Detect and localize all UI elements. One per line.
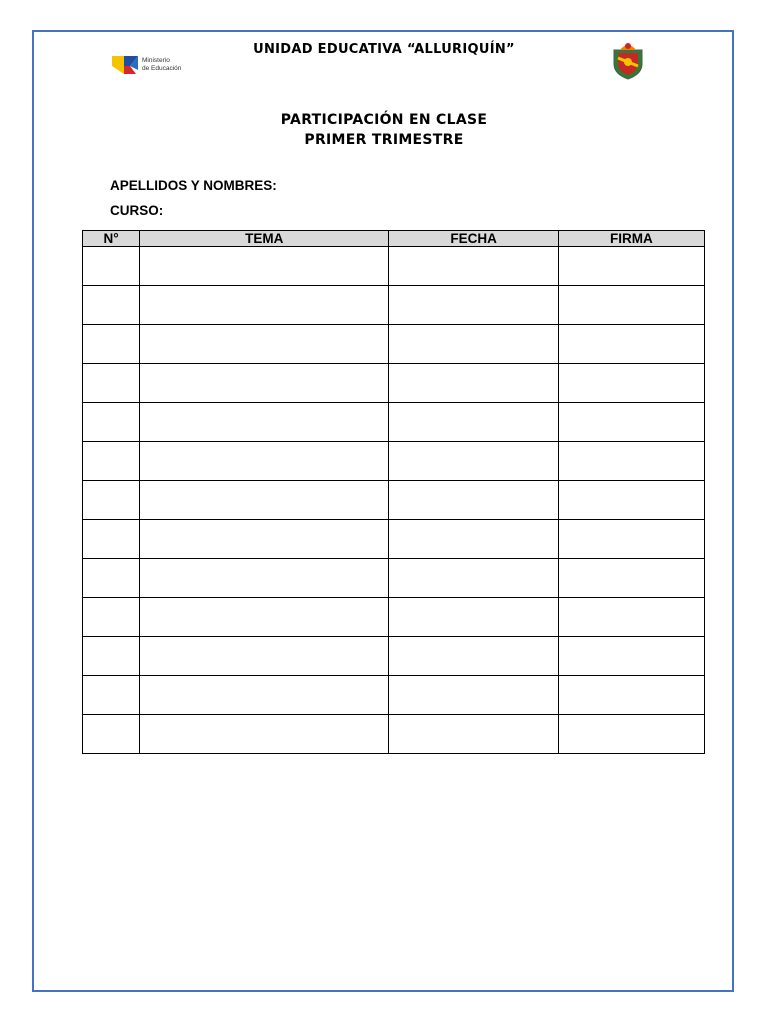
number-cell[interactable] <box>83 442 140 481</box>
document-title: PARTICIPACIÓN EN CLASE <box>280 112 488 128</box>
table-row <box>83 403 705 442</box>
date-cell[interactable] <box>389 637 558 676</box>
date-cell[interactable] <box>389 598 558 637</box>
table-row <box>83 598 705 637</box>
number-cell[interactable] <box>83 364 140 403</box>
number-cell[interactable] <box>83 481 140 520</box>
signature-cell[interactable] <box>558 520 704 559</box>
signature-cell[interactable] <box>558 637 704 676</box>
document-subtitle: PRIMER TRIMESTRE <box>304 132 464 148</box>
topic-cell[interactable] <box>140 715 389 754</box>
signature-cell[interactable] <box>558 676 704 715</box>
table-row <box>83 247 705 286</box>
topic-cell[interactable] <box>140 637 389 676</box>
signature-cell[interactable] <box>558 247 704 286</box>
signature-cell[interactable] <box>558 598 704 637</box>
number-cell[interactable] <box>83 715 140 754</box>
signature-cell[interactable] <box>558 442 704 481</box>
date-cell[interactable] <box>389 247 558 286</box>
topic-cell[interactable] <box>140 364 389 403</box>
signature-cell[interactable] <box>558 559 704 598</box>
topic-cell[interactable] <box>140 325 389 364</box>
table-row <box>83 520 705 559</box>
table-row <box>83 442 705 481</box>
topic-cell[interactable] <box>140 247 389 286</box>
topic-cell[interactable] <box>140 598 389 637</box>
date-cell[interactable] <box>389 286 558 325</box>
logo-line-2: de Educación <box>142 65 182 72</box>
signature-cell[interactable] <box>558 403 704 442</box>
signature-cell[interactable] <box>558 286 704 325</box>
column-header-signature: FIRMA <box>558 231 704 247</box>
number-cell[interactable] <box>83 286 140 325</box>
date-cell[interactable] <box>389 559 558 598</box>
table-body <box>83 247 705 754</box>
ministerio-logo-text <box>142 57 181 73</box>
table-row <box>83 325 705 364</box>
school-name: UNIDAD EDUCATIVA “ALLURIQUÍN” <box>253 42 515 57</box>
course-field-label: CURSO: <box>110 203 164 218</box>
number-cell[interactable] <box>83 676 140 715</box>
topic-cell[interactable] <box>140 481 389 520</box>
topic-cell[interactable] <box>140 559 389 598</box>
signature-cell[interactable] <box>558 481 704 520</box>
date-cell[interactable] <box>389 325 558 364</box>
table-row <box>83 637 705 676</box>
date-cell[interactable] <box>389 520 558 559</box>
date-cell[interactable] <box>389 364 558 403</box>
table-row <box>83 559 705 598</box>
topic-cell[interactable] <box>140 286 389 325</box>
participation-table <box>82 230 705 754</box>
date-cell[interactable] <box>389 442 558 481</box>
number-cell[interactable] <box>83 325 140 364</box>
number-cell[interactable] <box>83 247 140 286</box>
table-row <box>83 286 705 325</box>
column-header-topic: TEMA <box>140 231 389 247</box>
table-row <box>83 676 705 715</box>
signature-cell[interactable] <box>558 715 704 754</box>
topic-cell[interactable] <box>140 403 389 442</box>
table-row <box>83 481 705 520</box>
topic-cell[interactable] <box>140 520 389 559</box>
signature-cell[interactable] <box>558 325 704 364</box>
number-cell[interactable] <box>83 559 140 598</box>
date-cell[interactable] <box>389 403 558 442</box>
number-cell[interactable] <box>83 637 140 676</box>
school-crest-icon <box>610 40 646 80</box>
table-row <box>83 715 705 754</box>
date-cell[interactable] <box>389 676 558 715</box>
number-cell[interactable] <box>83 520 140 559</box>
topic-cell[interactable] <box>140 676 389 715</box>
number-cell[interactable] <box>83 598 140 637</box>
table-row <box>83 364 705 403</box>
column-header-date: FECHA <box>389 231 558 247</box>
number-cell[interactable] <box>83 403 140 442</box>
signature-cell[interactable] <box>558 364 704 403</box>
column-header-number: N° <box>83 231 140 247</box>
date-cell[interactable] <box>389 715 558 754</box>
table-header-row <box>83 231 705 247</box>
logo-line-1: Ministerio <box>142 57 170 64</box>
names-field-label: APELLIDOS Y NOMBRES: <box>110 178 277 193</box>
topic-cell[interactable] <box>140 442 389 481</box>
date-cell[interactable] <box>389 481 558 520</box>
